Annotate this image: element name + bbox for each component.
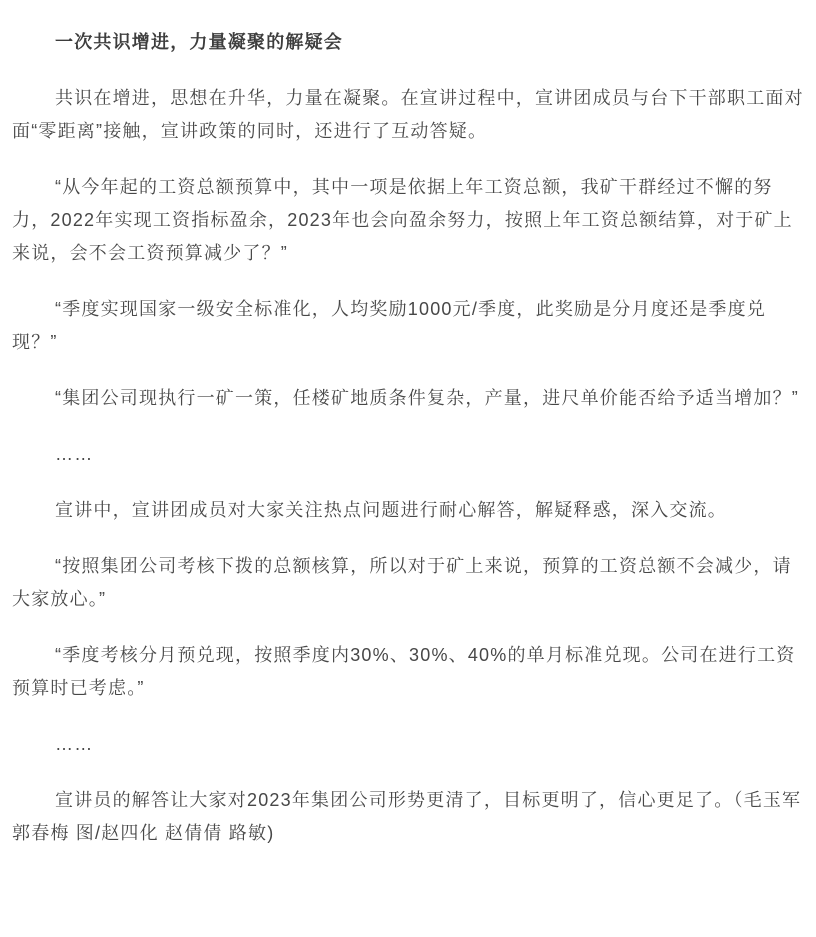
article-paragraph-question-wage-budget: “从今年起的工资总额预算中，其中一项是依据上年工资总额，我矿干群经过不懈的努力，2022年实现工资指标盈余，2023年也会向盈余努力，按照上年工资总额结算，对于矿上来说，会不会工资预算减少了？” [12,177,793,263]
article-paragraph-question-unit-price: “集团公司现执行一矿一策，任楼矿地质条件复杂，产量，进尺单价能否给予适当增加？” [55,388,799,408]
article-title: 一次共识增进，力量凝聚的解疑会 [55,32,343,52]
article-paragraph-ellipsis-1: …… [55,444,94,464]
article-paragraph-question-safety-bonus: “季度实现国家一级安全标准化，人均奖励1000元/季度，此奖励是分月度还是季度兑现？” [12,299,767,352]
article-paragraph-answer-quarterly-bonus: “季度考核分月预兑现，按照季度内30%、30%、40%的单月标准兑现。公司在进行工资预算时已考虑。” [12,645,796,698]
article-paragraph-ellipsis-2: …… [55,734,94,754]
article-paragraph-intro: 共识在增进，思想在升华，力量在凝聚。在宣讲过程中，宣讲团成员与台下干部职工面对面“零距离”接触，宣讲政策的同时，还进行了互动答疑。 [12,88,804,141]
article-paragraph-transition: 宣讲中，宣讲团成员对大家关注热点问题进行耐心解答，解疑释惑，深入交流。 [55,500,727,520]
article-paragraph-closing-byline: 宣讲员的解答让大家对2023年集团公司形势更清了，目标更明了，信心更足了。（毛玉军 郭春梅 图/赵四化 赵倩倩 路敏) [12,790,802,843]
article-paragraph-answer-wage-budget: “按照集团公司考核下拨的总额核算，所以对于矿上来说，预算的工资总额不会减少，请大家放心。” [12,556,792,609]
